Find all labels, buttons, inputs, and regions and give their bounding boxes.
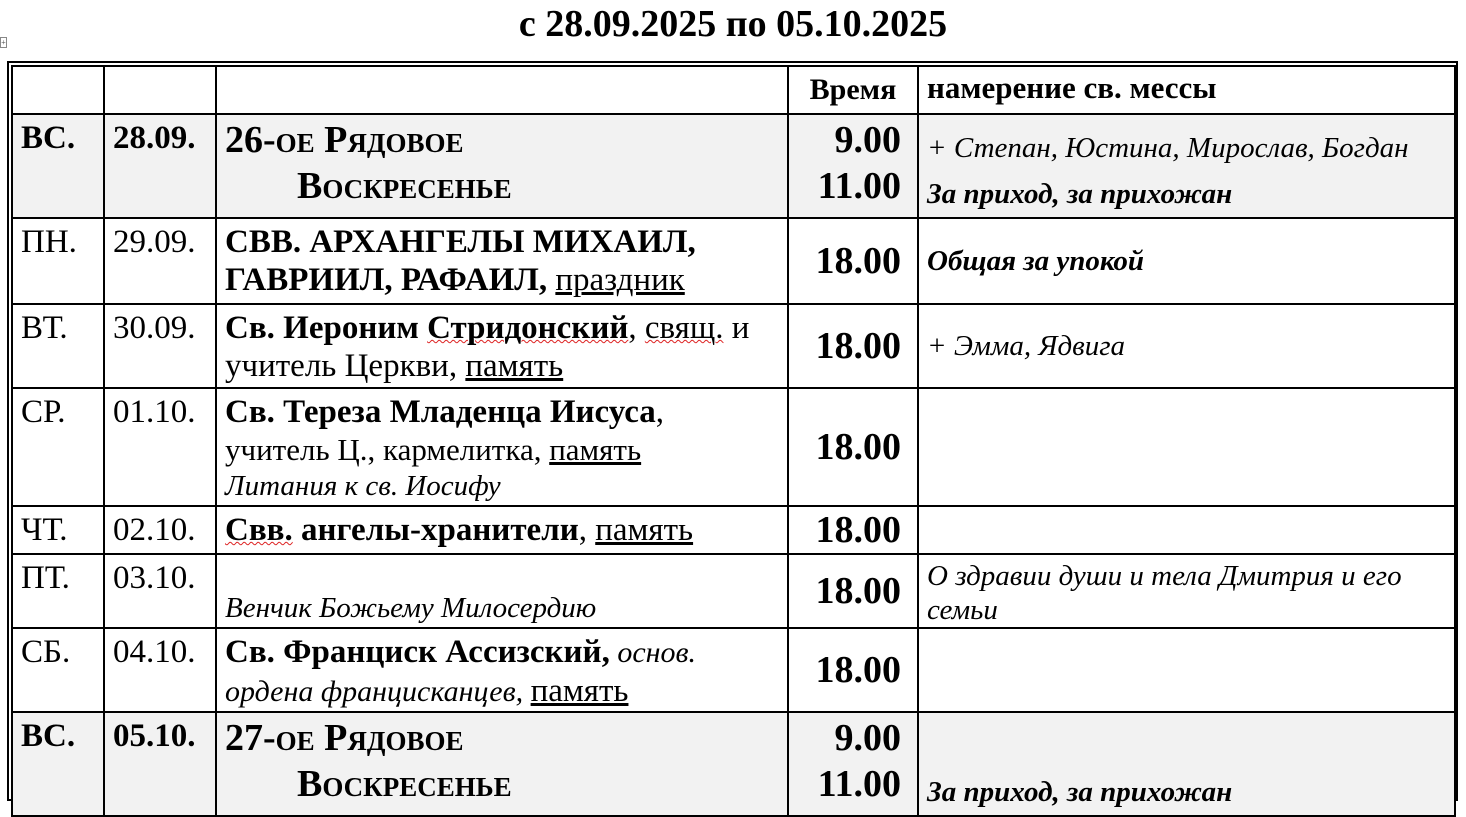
time-cell (788, 712, 918, 816)
date-cell: 02.10. (104, 506, 216, 554)
feast-description: учитель Ц., кармелитка, (225, 432, 550, 467)
time-cell: 18.00 (788, 304, 918, 388)
feast-note: Литания к св. Иосифу (225, 470, 501, 502)
time-cell: 18.00 (788, 506, 918, 554)
intention-cell (918, 712, 1455, 816)
intention-text (927, 723, 1446, 769)
table-row (12, 218, 1455, 304)
feast-description: основ. ордена францисканцев, (225, 636, 697, 708)
feast-cell (216, 712, 788, 816)
date-cell: 05.10. (104, 712, 216, 816)
date-cell: 30.09. (104, 304, 216, 388)
feast-cell (216, 554, 788, 628)
feast-rank: память (595, 512, 694, 548)
feast-name: ангелы-хранители (292, 512, 579, 548)
intention-cell (918, 218, 1455, 304)
feast-cell (216, 628, 788, 712)
day-cell: ВС. (12, 712, 104, 816)
intention-cell (918, 388, 1455, 506)
feast-name-surname: Стридонский (427, 310, 629, 346)
day-cell: ЧТ. (12, 506, 104, 554)
intention-cell: + Эмма, Ядвига (918, 304, 1455, 388)
day-cell: ПН. (12, 218, 104, 304)
feast-separator: , (538, 262, 556, 298)
feast-cell (216, 506, 788, 554)
feast-name-prefix: Свв. (225, 512, 293, 548)
intention-cell (918, 114, 1455, 218)
date-cell: 29.09. (104, 218, 216, 304)
intention-cell (918, 506, 1455, 554)
date-cell: 03.10. (104, 554, 216, 628)
table-row (12, 628, 1455, 712)
schedule-table-frame (7, 61, 1458, 808)
header-feast-cell (216, 66, 788, 114)
time-cell (788, 114, 918, 218)
day-cell: ВТ. (12, 304, 104, 388)
header-row (12, 66, 1455, 114)
mass-schedule-table (11, 65, 1456, 817)
time-cell: 18.00 (788, 554, 918, 628)
table-anchor-handle[interactable]: + (1, 38, 6, 47)
day-cell: СР. (12, 388, 104, 506)
feast-cell (216, 218, 788, 304)
feast-name: Св. Франциск Ассизский, (225, 634, 610, 670)
time-cell: 18.00 (788, 388, 918, 506)
table-row (12, 114, 1455, 218)
feast-title-line1: 27-ое Рядовое (225, 717, 464, 759)
date-cell: 01.10. (104, 388, 216, 506)
feast-separator: , (628, 310, 645, 346)
intention-text: + Степан, Юстина, Мирослав, Богдан (927, 132, 1409, 164)
table-row (12, 304, 1455, 388)
date-cell: 04.10. (104, 628, 216, 712)
date-cell: 28.09. (104, 114, 216, 218)
intention-text: За приход, за прихожан (927, 776, 1233, 808)
table-row (12, 554, 1455, 628)
time-cell: 18.00 (788, 628, 918, 712)
day-cell: ПТ. (12, 554, 104, 628)
intention-cell: О здравии души и тела Дмитрия и его семьи (918, 554, 1455, 628)
mass-time: 9.00 (834, 717, 901, 759)
table-row (12, 388, 1455, 506)
feast-separator: , (655, 394, 665, 430)
intention-cell (918, 628, 1455, 712)
feast-rank: память (549, 432, 642, 467)
header-day-cell (12, 66, 104, 114)
page-title: с 28.09.2025 по 05.10.2025 (518, 3, 948, 45)
feast-title-abbrev: свящ. (644, 310, 724, 346)
feast-name: Св. Иероним (225, 310, 428, 346)
mass-time: 9.00 (834, 119, 901, 161)
header-date-cell (104, 66, 216, 114)
feast-description: и учитель Церкви, (225, 310, 750, 384)
intention-text: За приход, за прихожан (927, 178, 1233, 210)
day-cell: СБ. (12, 628, 104, 712)
header-intention-cell: намерение св. мессы (918, 66, 1455, 114)
feast-rank: праздник (555, 262, 685, 298)
feast-rank: память (465, 348, 564, 384)
feast-title-line1: 26-ое Рядовое (225, 119, 464, 161)
feast-cell (216, 114, 788, 218)
intention-text: Общая за упокой (927, 245, 1145, 277)
time-cell: 18.00 (788, 218, 918, 304)
feast-title-line2: Воскресенье (297, 165, 512, 207)
feast-name: Св. Тереза Младенца Иисуса (225, 394, 656, 430)
day-cell: ВС. (12, 114, 104, 218)
feast-rank: память (530, 673, 629, 709)
feast-cell (216, 304, 788, 388)
mass-time: 11.00 (817, 763, 901, 805)
feast-cell (216, 388, 788, 506)
header-time-cell: Время (788, 66, 918, 114)
table-row (12, 712, 1455, 816)
feast-separator: , (578, 512, 596, 548)
feast-name: СВВ. АРХАНГЕЛЫ МИХАИЛ, ГАВРИИЛ, РАФАИЛ (225, 224, 696, 298)
feast-title-line2: Воскресенье (297, 763, 512, 805)
mass-time: 11.00 (817, 165, 901, 207)
table-row (12, 506, 1455, 554)
feast-note: Венчик Божьему Милосердию (225, 592, 597, 624)
